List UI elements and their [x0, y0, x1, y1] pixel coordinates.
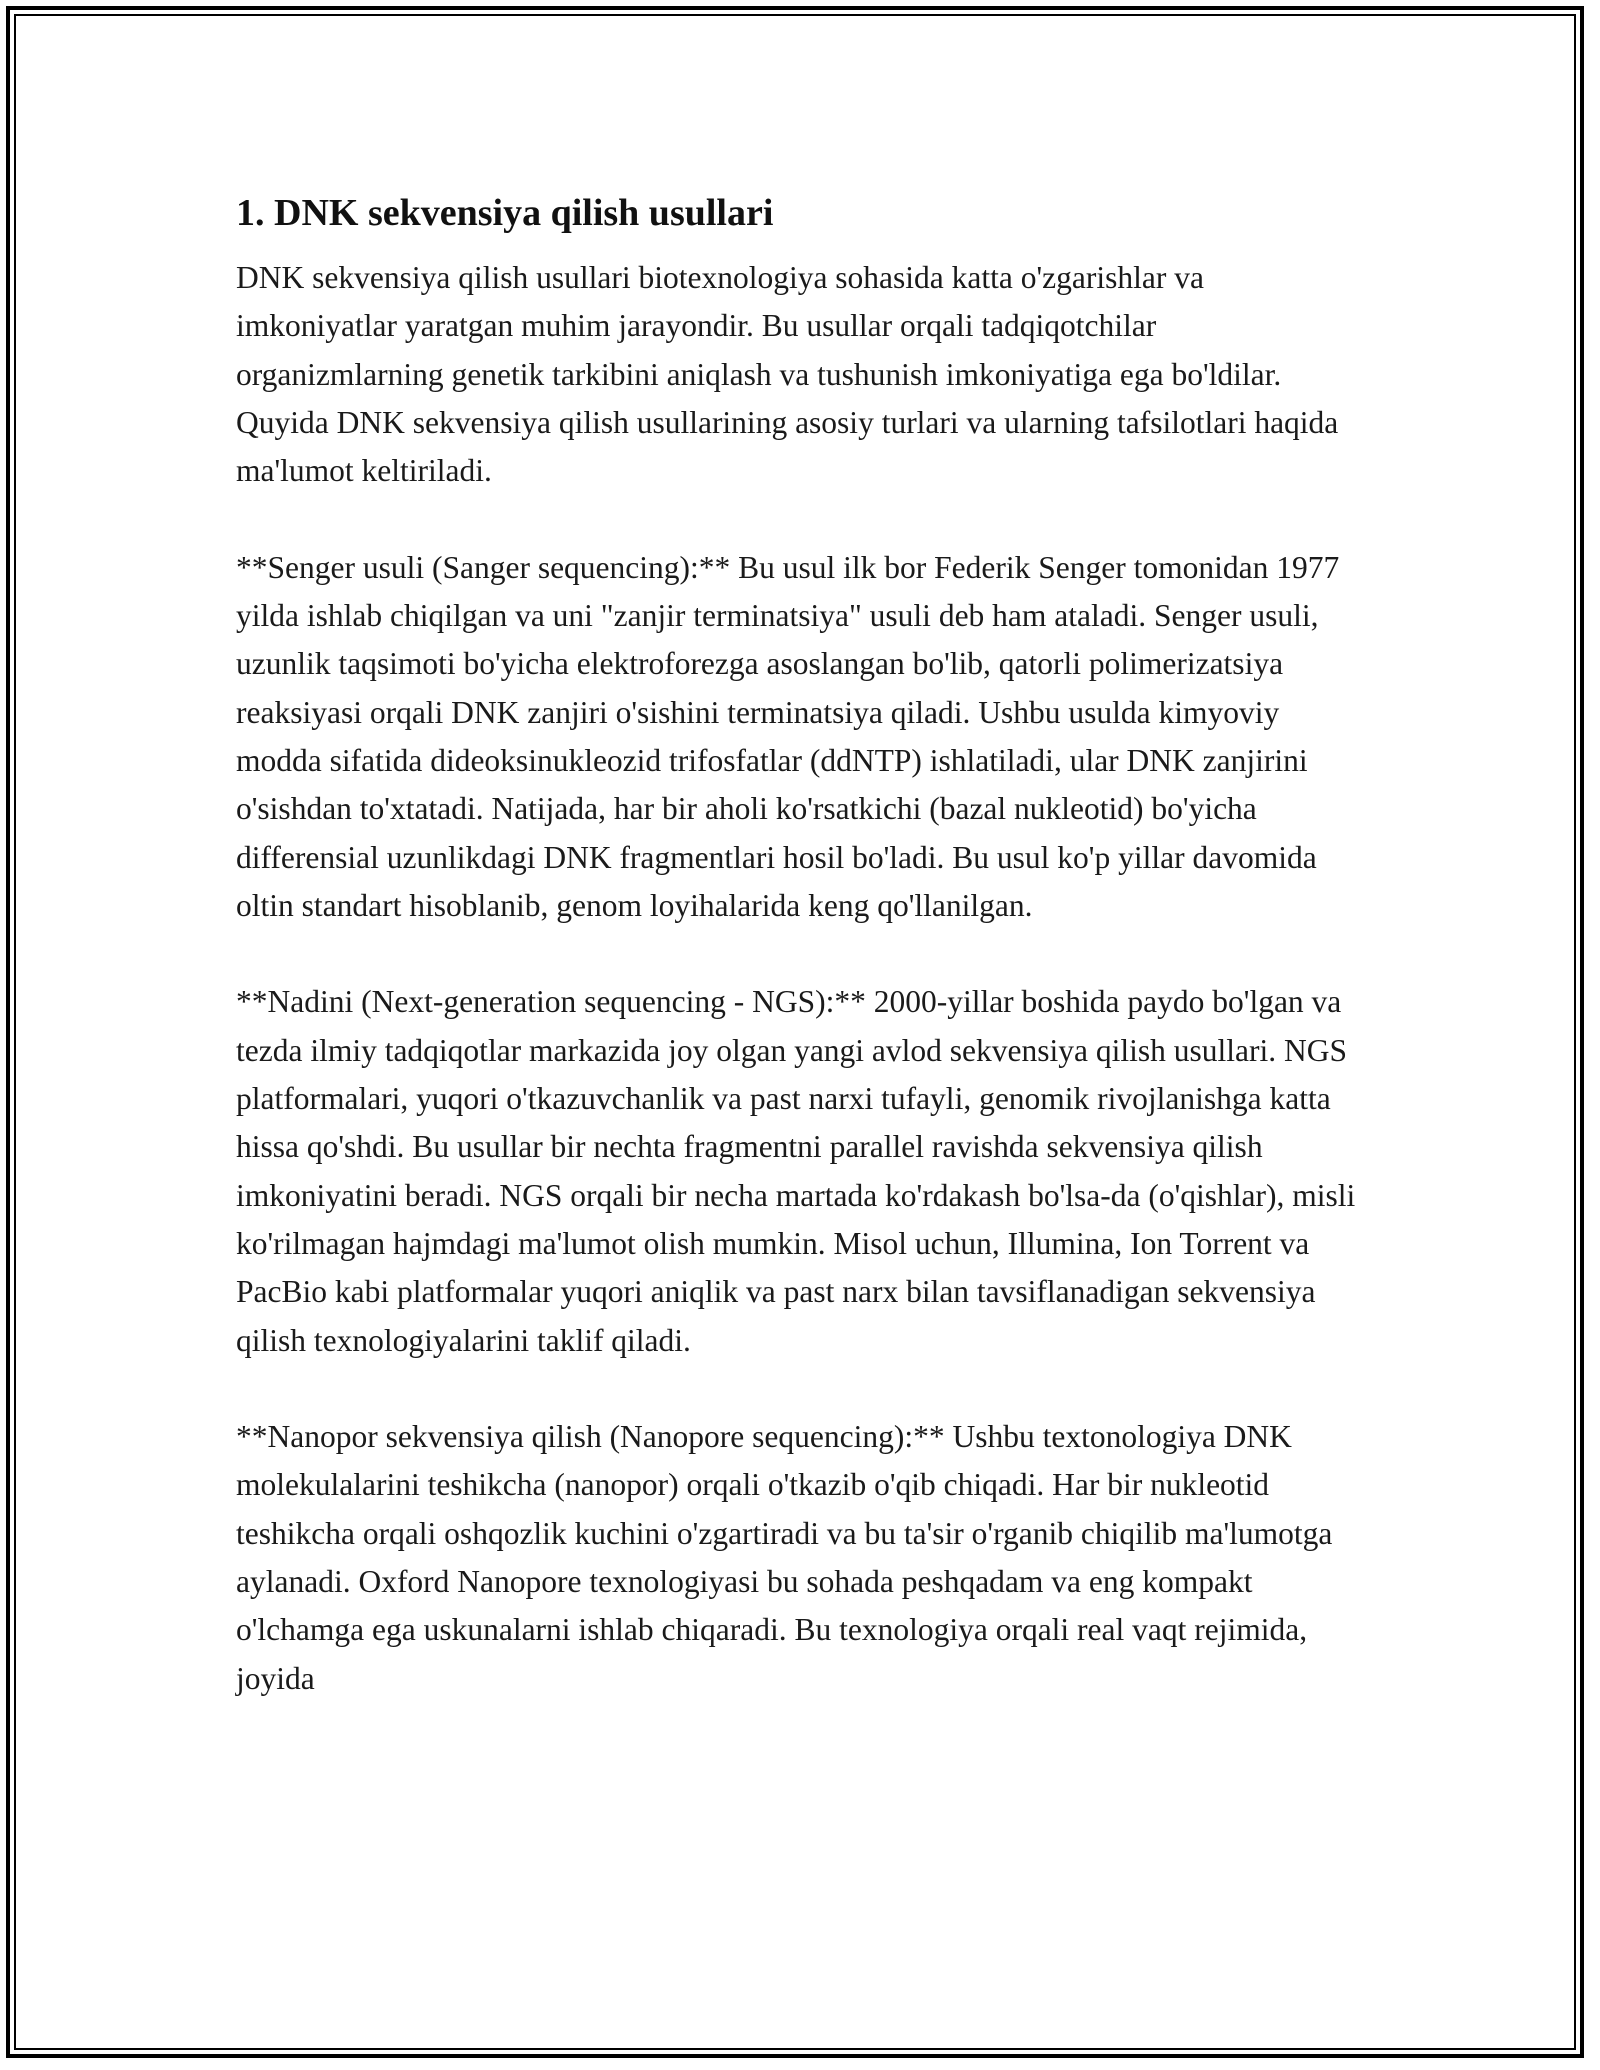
paragraph-intro: DNK sekvensiya qilish usullari biotexnologiya sohasida katta o'zgarishlar va imkoniyatlar yaratgan muhim jarayondir. Bu usullar orqali tadqiqotchilar organizmlarning genetik tarkibini aniqlash va tushunish imkoniyatiga ega bo'ldilar. Quyida DNK sekvensiya qilish usullarining asosiy turlari va ularning tafsilotlari haqida ma'lumot keltiriladi. — [236, 260, 1339, 489]
document-title: 1. DNK sekvensiya qilish usullari — [236, 192, 774, 234]
paragraph-nanopore: **Nanopor sekvensiya qilish (Nanopore sequencing):** Ushbu textonologiya DNK molekulalarini teshikcha (nanopor) orqali o'tkazib o'qib chiqadi. Har bir nukleotid teshikcha orqali oshqozlik kuchini o'zgartiradi va bu ta'sir o'rganib chiqilib ma'lumotga aylanadi. Oxford Nanopore texnologiyasi bu sohada peshqadam va eng kompakt o'lchamga ega uskunalarni ishlab chiqaradi. Bu texnologiya orqali real vaqt rejimida, joyida — [236, 1419, 1333, 1696]
paragraph-sanger: **Senger usuli (Sanger sequencing):** Bu usul ilk bor Federik Senger tomonidan 1977 yilda ishlab chiqilgan va uni "zanjir terminatsiya" usuli deb ham ataladi. Senger usuli, uzunlik taqsimoti bo'yicha elektroforezga asoslangan bo'lib, qatorli polimerizatsiya reaksiyasi orqali DNK zanjiri o'sishini terminatsiya qiladi. Ushbu usulda kimyoviy modda sifatida dideoksinukleozid trifosfatlar (ddNTP) ishlatiladi, ular DNK zanjirini o'sishdan to'xtatadi. Natijada, har bir aholi ko'rsatkichi (bazal nukleotid) bo'yicha differensial uzunlikdagi DNK fragmentlari hosil bo'ladi. Bu usul ko'p yillar davomida oltin standart hisoblanib, genom loyihalarida keng qo'llanilgan. — [236, 549, 1340, 923]
document-body — [236, 188, 1366, 1751]
paragraph-ngs: **Nadini (Next-generation sequencing - NGS):** 2000-yillar boshida paydo bo'lgan va tezda ilmiy tadqiqotlar markazida joy olgan yangi avlod sekvensiya qilish usullari. NGS platformalari, yuqori o'tkazuvchanlik va past narxi tufayli, genomik rivojlanishga katta hissa qo'shdi. Bu usullar bir nechta fragmentni parallel ravishda sekvensiya qilish imkoniyatini beradi. NGS orqali bir necha martada ko'rdakash bo'lsa-da (o'qishlar), misli ko'rilmagan hajmdagi ma'lumot olish mumkin. Misol uchun, Illumina, Ion Torrent va PacBio kabi platformalar yuqori aniqlik va past narx bilan tavsiflanadigan sekvensiya qilish texnologiyalarini taklif qiladi. — [236, 984, 1356, 1358]
